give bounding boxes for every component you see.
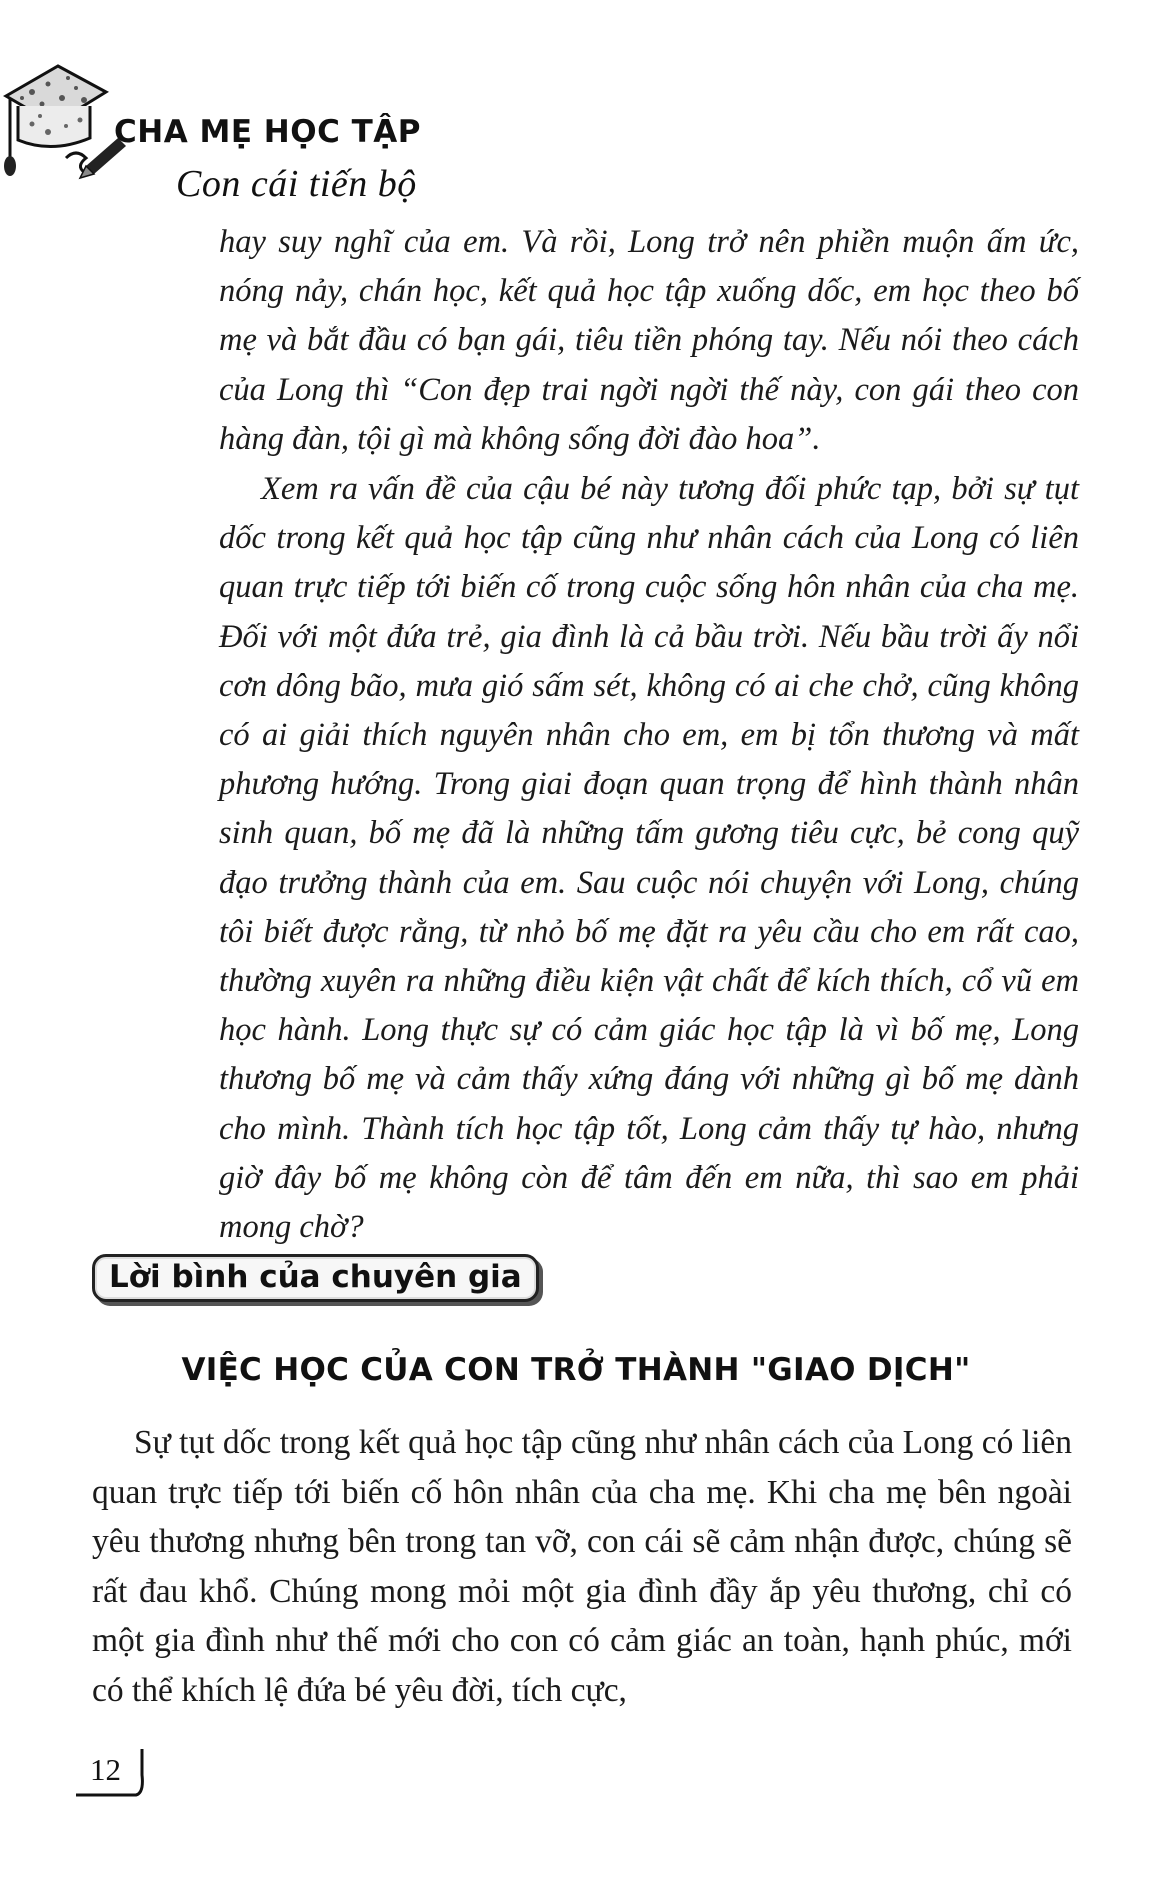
graduation-cap-pencil-icon [2,62,130,180]
commentary-paragraph: Sự tụt dốc trong kết quả học tập cũng như nhân cách của Long có liên quan trực tiếp tới biến cố hôn nhân của cha mẹ. Khi cha mẹ bên ngoài yêu thương nhưng bên trong tan vỡ, con cái sẽ cảm nhận được, chúng sẽ rất đau khổ. Chúng mong mỏi một gia đình đầy ắp yêu thương, chỉ có một gia đình như thế mới cho con có cảm giác an toàn, hạnh phúc, mới có thể khích lệ đứa bé yêu đời, tích cực, [92,1424,1072,1709]
page-number: 12 [90,1752,121,1787]
book-title: CHA MẸ HỌC TẬP [114,114,421,150]
section-heading: VIỆC HỌC CỦA CON TRỞ THÀNH "GIAO DỊCH" [181,1352,971,1388]
expert-comment-tag: Lời bình của chuyên gia [92,1254,539,1302]
expert-commentary [92,1418,1072,1715]
story-paragraph: Xem ra vấn đề của cậu bé này tương đối phức tạp, bởi sự tụt dốc trong kết quả học tập cũng như nhân cách của Long có liên quan trực tiếp tới biến cố trong cuộc sống hôn nhân của cha mẹ. Đối với một đứa trẻ, gia đình là cả bầu trời. Nếu bầu trời ấy nổi cơn dông bão, mưa gió sấm sét, không có ai che chở, cũng không có ai giải thích nguyên nhân cho em, em bị tổn thương và mất phương hướng. Trong giai đoạn quan trọng để hình thành nhân sinh quan, bố mẹ đã là những tấm gương tiêu cực, bẻ cong quỹ đạo trưởng thành của em. Sau cuộc nói chuyện với Long, chúng tôi biết được rằng, từ nhỏ bố mẹ đặt ra yêu cầu cho em rất cao, thường xuyên ra những điều kiện vật chất để kích thích, cổ vũ em học hành. Long thực sự có cảm giác học tập là vì bố mẹ, Long thương bố mẹ và cảm thấy xứng đáng với những gì bố mẹ dành cho mình. Thành tích học tập tốt, Long cảm thấy tự hào, nhưng giờ đây bố mẹ không còn để tâm đến em nữa, thì sao em phải mong chờ? [219,471,1079,1246]
story-section [219,218,1079,1252]
book-subtitle: Con cái tiến bộ [176,163,417,205]
story-paragraph: hay suy nghĩ của em. Và rồi, Long trở nên phiền muộn ấm ức, nóng nảy, chán học, kết quả học tập xuống dốc, em học theo bố mẹ và bắt đầu có bạn gái, tiêu tiền phóng tay. Nếu nói theo cách của Long thì “Con đẹp trai ngời ngời thế này, con gái theo con hàng đàn, tội gì mà không sống đời đào hoa”. [219,224,1079,457]
running-header [0,40,700,205]
